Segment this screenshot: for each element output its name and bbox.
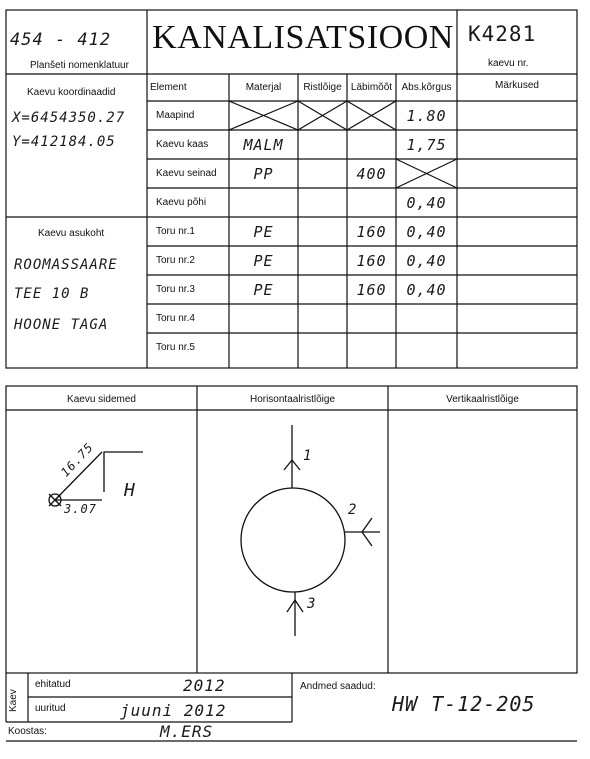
pipe-label-3: 3 [307, 596, 317, 612]
plansheet-label: Planšeti nomenklatuur [30, 60, 129, 71]
compiled-label: Koostas: [8, 726, 47, 737]
vertical-section-label: Vertikaalristlõige [446, 394, 519, 405]
row-element: Toru nr.5 [156, 342, 195, 353]
header-abs-height: Abs.kõrgus [401, 82, 452, 93]
row-element: Toru nr.4 [156, 313, 195, 324]
location-label: Kaevu asukoht [38, 228, 105, 239]
row-abs-height: 0,40 [406, 280, 447, 299]
row-diameter: 160 [356, 251, 387, 270]
header-material: Materjal [245, 82, 282, 93]
row-element: Kaevu kaas [156, 139, 209, 150]
row-material: PP [253, 164, 274, 183]
row-material: PE [253, 251, 274, 270]
row-abs-height: 0,40 [406, 193, 447, 212]
well-number: K4281 [468, 22, 537, 46]
header-element: Element [150, 82, 187, 93]
row-material: PE [253, 280, 274, 299]
building-label: H [124, 480, 136, 501]
pipe-label-2: 2 [348, 502, 358, 518]
row-diameter: 160 [356, 280, 387, 299]
row-element: Toru nr.2 [156, 255, 195, 266]
well-circle [241, 488, 345, 592]
location-line-1: ROOMASSAARE [14, 257, 118, 273]
coordinates-label: Kaevu koordinaadid [27, 87, 116, 98]
checked-label: uuritud [35, 703, 66, 714]
row-diameter: 160 [356, 222, 387, 241]
location-line-2: TEE 10 B [14, 286, 90, 302]
row-element: Toru nr.3 [156, 284, 195, 295]
well-side-label: Kaev [8, 689, 19, 712]
pipe-label-1: 1 [303, 448, 313, 464]
row-element: Toru nr.1 [156, 226, 195, 237]
data-source-label: Andmed saadud: [300, 681, 376, 692]
connections-label: Kaevu sidemed [67, 394, 136, 405]
coordinate-x: X=6454350.27 [12, 110, 126, 126]
tie-distance-1: 16.75 [58, 439, 97, 480]
built-value: 2012 [183, 676, 226, 695]
header-diameter: Läbimõõt [350, 82, 393, 93]
row-material: PE [253, 222, 274, 241]
header-cross-section: Ristlõige [303, 82, 342, 93]
row-abs-height: 1,75 [406, 135, 447, 154]
form-title: KANALISATSIOON [152, 19, 454, 56]
row-element: Kaevu seinad [156, 168, 217, 179]
compiled-value: M.ERS [160, 722, 214, 741]
row-diameter: 400 [356, 164, 387, 183]
built-label: ehitatud [35, 679, 71, 690]
data-source-value: HW T-12-205 [392, 692, 536, 716]
location-line-3: HOONE TAGA [14, 317, 109, 333]
coordinate-y: Y=412184.05 [12, 134, 116, 150]
plansheet-number: 454 - 412 [10, 30, 112, 50]
row-element: Maapind [156, 110, 195, 121]
row-abs-height: 0,40 [406, 222, 447, 241]
tie-distance-2: 3.07 [64, 502, 97, 516]
row-abs-height: 1.80 [406, 106, 447, 125]
row-element: Kaevu põhi [156, 197, 207, 208]
well-number-label: kaevu nr. [488, 58, 529, 69]
row-abs-height: 0,40 [406, 251, 447, 270]
checked-value: juuni 2012 [120, 701, 227, 720]
horizontal-section-label: Horisontaalristlõige [249, 394, 336, 405]
header-notes: Märkused [495, 80, 539, 91]
row-material: MALM [243, 135, 284, 154]
